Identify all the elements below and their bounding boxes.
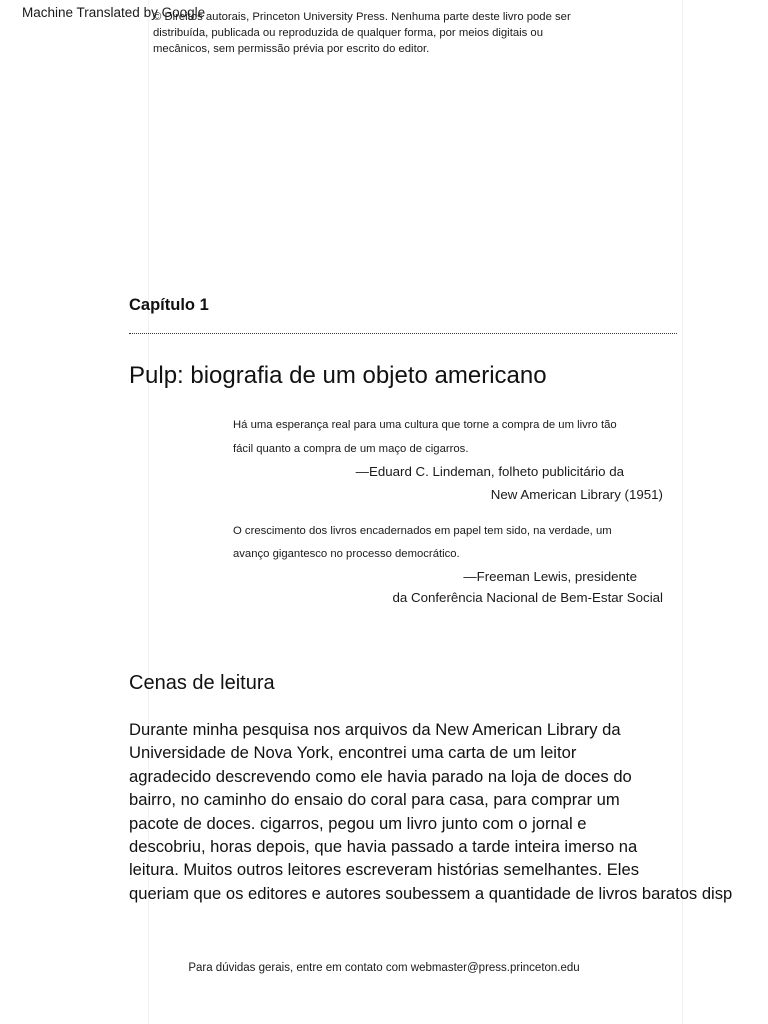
copyright-line: © Direitos autorais, Princeton University Press. Nenhuma parte deste livro pode ser xyxy=(153,11,571,23)
copyright-line: distribuída, publicada ou reproduzida de qualquer forma, por meios digitais ou xyxy=(153,27,543,39)
paragraph-line: queriam que os editores e autores soubessem a quantidade de livros baratos disp xyxy=(129,883,733,903)
footer-contact xyxy=(0,962,768,974)
epigraph-attribution-line: da Conferência Nacional de Bem-Estar Social xyxy=(392,590,663,605)
epigraph-attribution-line: —Freeman Lewis, presidente xyxy=(463,569,637,584)
chapter-title: Pulp: biografia de um objeto americano xyxy=(129,362,547,389)
section-heading: Cenas de leitura xyxy=(129,672,275,694)
paragraph-line: descobriu, horas depois, que havia passado a tarde inteira imerso na xyxy=(129,837,638,857)
epigraph-attribution-line: —Eduard C. Lindeman, folheto publicitário da xyxy=(355,464,624,479)
body-paragraph xyxy=(129,718,768,905)
paragraph-line: agradecido descrevendo como ele havia parado na loja de doces do xyxy=(129,766,632,786)
footer-contact-text: Para dúvidas gerais, entre em contato com webmaster@press.princeton.edu xyxy=(188,962,580,974)
epigraph-quote-line: O crescimento dos livros encadernados em papel tem sido, na verdade, um xyxy=(233,525,612,537)
copyright-notice xyxy=(153,9,653,57)
dotted-divider xyxy=(129,333,677,334)
epigraph-attribution-line: New American Library (1951) xyxy=(490,487,663,502)
paragraph-line: pacote de doces. cigarros, pegou um livro junto com o jornal e xyxy=(129,813,587,833)
machine-translation-badge: Machine Translated by Google xyxy=(22,5,206,20)
epigraph-quote-line: avanço gigantesco no processo democrático. xyxy=(233,548,460,560)
paragraph-line: bairro, no caminho do ensaio do coral para casa, para comprar um xyxy=(129,790,620,810)
paragraph-line: Durante minha pesquisa nos arquivos da New American Library da xyxy=(129,720,621,739)
chapter-label: Capítulo 1 xyxy=(129,296,209,314)
epigraph-quote-line: Há uma esperança real para uma cultura que torne a compra de um livro tão xyxy=(233,419,617,431)
paragraph-line: Universidade de Nova York, encontrei uma carta de um leitor xyxy=(129,743,577,763)
paragraph-line: leitura. Muitos outros leitores escreveram histórias semelhantes. Eles xyxy=(129,860,640,880)
epigraph-quote-line: fácil quanto a compra de um maço de cigarros. xyxy=(233,443,469,455)
copyright-line: mecânicos, sem permissão prévia por escrito do editor. xyxy=(153,43,430,55)
